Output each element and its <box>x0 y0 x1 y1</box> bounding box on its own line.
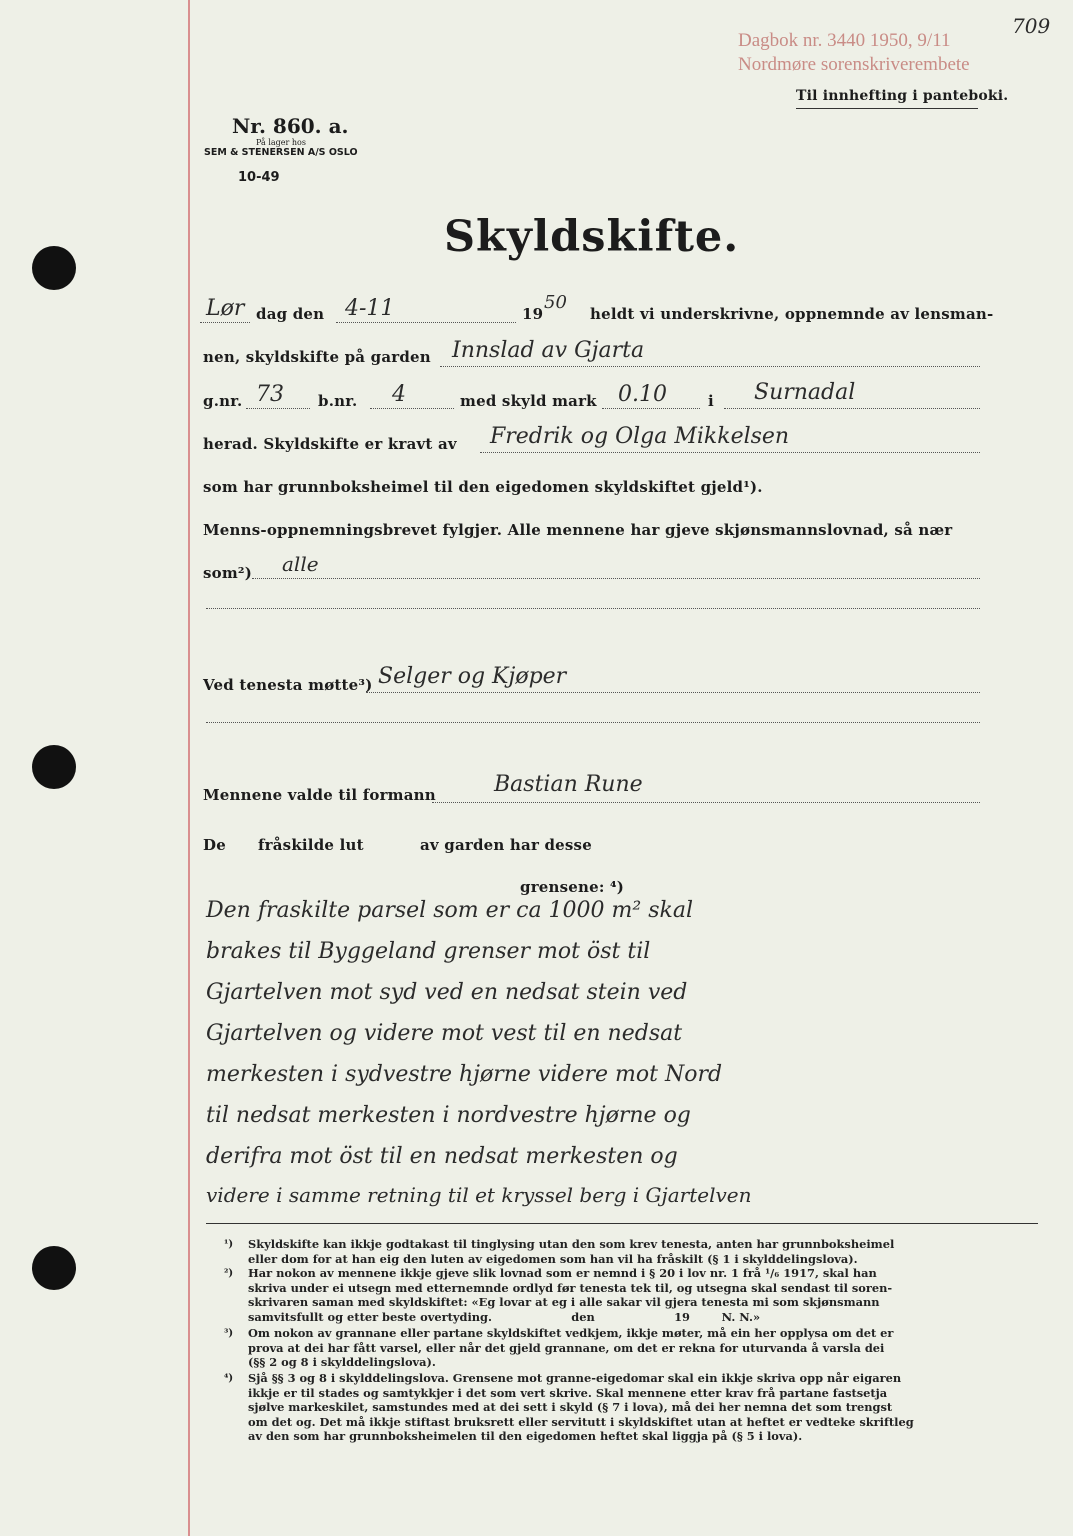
gnr-value: 73 <box>256 382 284 407</box>
boundary-label-d: grensene: ⁴) <box>520 878 625 896</box>
date-value: 4-11 <box>345 296 395 321</box>
footnote-text: Skyldskifte kan ikkje godtakast til tinglysing utan den som krev tenesta, anten har grunnboksheimel eller dom for at han eig den luten av eigedomen som han vil ha fråskilt (§ 1 i skylddelingslova). <box>248 1237 895 1266</box>
page-title: Skyldskifte. <box>444 212 740 262</box>
registry-stamp-line2: Nordmøre sorenskriverembete <box>738 54 970 75</box>
farm-label: nen, skyldskifte på garden <box>203 348 431 366</box>
boundary-text-line: videre i samme retning til et kryssel berg i Gjartelven <box>206 1183 752 1207</box>
day-value: Lør <box>206 296 245 321</box>
boundary-text-line: Den fraskilte parsel som er ca 1000 m² skal <box>206 898 693 923</box>
punch-hole <box>32 246 76 290</box>
boundary-text-line: merkesten i sydvestre hjørne videre mot Nord <box>206 1062 723 1087</box>
margin-rule <box>188 0 190 1536</box>
footnote-text: Har nokon av mennene ikkje gjeve slik lovnad som er nemnd i § 20 i lov nr. 1 frå ¹/₆ 1917, skal han skriva under ei utsegn med etternemnde ordlyd før tenesta tek til, og utsegna skal sendast til soren- skrivaren saman med skyldskiftet: «Eg lovar at eg i alle sakar vil gjera tenesta mi som skjønsmann samvitsfullt og etter beste overtyding. den 19 N. N.» <box>248 1266 893 1324</box>
requester-value: Fredrik og Olga Mikkelsen <box>490 424 790 449</box>
bnr-label: b.nr. <box>318 392 358 410</box>
som-label: som²) <box>203 564 252 582</box>
attended-value: Selger og Kjøper <box>378 664 567 689</box>
boundary-text-line: til nedsat merkesten i nordvestre hjørne og <box>206 1103 691 1128</box>
skyld-label: med skyld mark <box>460 392 597 410</box>
year-value: 50 <box>544 292 567 313</box>
boundary-label-b: fråskilde lut <box>258 836 364 854</box>
form-line5: som har grunnboksheimel til den eigedomen skyldskiftet gjeld¹). <box>203 478 763 496</box>
punch-hole <box>32 1246 76 1290</box>
footnote-number: ⁴) <box>224 1373 234 1384</box>
registry-stamp-line1: Dagbok nr. 3440 1950, 9/11 <box>738 30 951 51</box>
attended-label: Ved tenesta møtte³) <box>203 676 373 694</box>
boundary-text-line: Gjartelven og videre mot vest til en nedsat <box>206 1021 683 1046</box>
year-prefix: 19 <box>522 305 544 323</box>
day-label: dag den <box>256 305 325 323</box>
footnote-number: ¹) <box>224 1239 234 1250</box>
farm-value: Innslad av Gjarta <box>452 338 645 363</box>
chairman-value: Bastian Rune <box>494 772 643 797</box>
boundary-text-line: brakes til Byggeland grenser mot öst til <box>206 939 651 964</box>
footnote-number: ²) <box>224 1268 234 1279</box>
publisher-prefix: På lager hos <box>256 138 306 147</box>
boundary-label-c: av garden har desse <box>420 836 592 854</box>
footnote-text: Sjå §§ 3 og 8 i skylddelingslova. Grensene mot granne-eigedomar skal ein ikkje skriva opp når eigaren ikkje er til stades og samtykkjer i det som vert skrive. Skal mennene etter krav frå partane fastsetja sjølve markeskilet, samstundes med at dei sett i skyld (§ 7 i lova), må dei her nemna det som trengst om det og. Det må ikkje stiftast bruksrett eller servitutt i skyldskiftet utan at heftet er vedteke skriftleg av den som har grunnboksheimelen til den eigedomen heftet skal liggja på (§ 5 i lova). <box>248 1371 914 1444</box>
herad-prefix: i <box>708 392 714 410</box>
punch-hole <box>32 745 76 789</box>
boundary-text-line: Gjartelven mot syd ved en nedsat stein ved <box>206 980 688 1005</box>
footnote-text: Om nokon av grannane eller partane skyldskiftet vedkjem, ikkje møter, må ein her opplysa om det er prova at dei har fått varsel, eller når det gjeld grannane, om det er rekna for uturvanda å varsla dei (§§ 2 og 8 i skylddelingslova). <box>248 1326 894 1370</box>
binding-note: Til innhefting i panteboki. <box>796 88 1009 104</box>
requester-label: herad. Skyldskifte er kravt av <box>203 435 457 453</box>
som-value: alle <box>282 552 319 576</box>
form-line6: Menns-oppnemningsbrevet fylgjer. Alle mennene har gjeve skjønsmannslovnad, så nær <box>203 521 953 539</box>
print-date: 10-49 <box>238 170 280 185</box>
boundary-label-a: De <box>203 836 226 854</box>
page-number: 709 <box>1012 14 1051 38</box>
footnote-number: ³) <box>224 1328 234 1339</box>
form-number: Nr. 860. a. <box>232 114 349 138</box>
publisher: SEM & STENERSEN A/S OSLO <box>204 147 358 158</box>
footnote-rule <box>206 1223 1038 1224</box>
binding-note-underline <box>796 108 978 109</box>
chairman-label: Mennene valde til formann <box>203 786 436 804</box>
form-line1: heldt vi underskrivne, oppnemnde av lensman- <box>590 305 994 323</box>
skyld-value: 0.10 <box>618 382 667 407</box>
gnr-label: g.nr. <box>203 392 243 410</box>
herad-value: Surnadal <box>754 380 856 405</box>
bnr-value: 4 <box>392 382 406 407</box>
boundary-text-line: derifra mot öst til en nedsat merkesten og <box>206 1144 678 1169</box>
